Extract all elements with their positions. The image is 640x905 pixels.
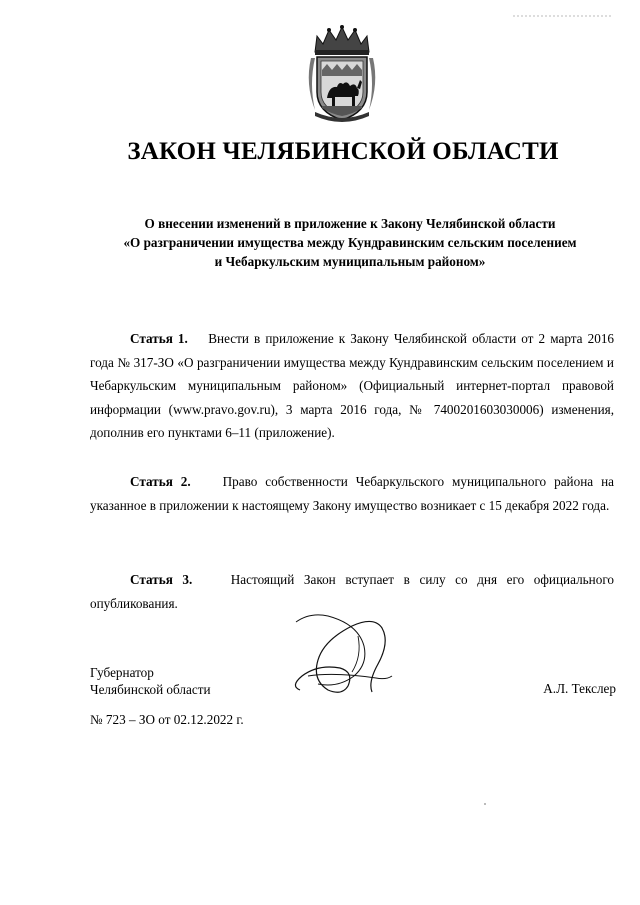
article-2-label: Статья 2. — [130, 474, 191, 489]
law-title: ЗАКОН ЧЕЛЯБИНСКОЙ ОБЛАСТИ — [127, 138, 559, 165]
governor-name: А.Л. Текслер — [543, 681, 616, 696]
article-3-label: Статья 3. — [130, 572, 193, 587]
scan-mark — [513, 4, 613, 6]
article-2 — [90, 470, 614, 517]
article-3-text: Настоящий Закон вступает в силу со дня его официального опубликования. — [90, 572, 614, 611]
governor-title — [90, 664, 211, 698]
signature-icon — [288, 606, 398, 698]
subtitle-line: О внесении изменений в приложение к Закону Челябинской области — [144, 216, 556, 231]
governor-title-line: Губернатор — [90, 665, 154, 680]
article-1-text: Внести в приложение к Закону Челябинской области от 2 марта 2016 года № 317-ЗО «О разграничении имущества между Кундравинским сельским поселением и Чебаркульским муниципальным районом» (Официальный интернет-портал правовой информации (www.pravo.gov.ru), 3 марта 2016 года, № 7400201603030006) изменения, дополнив его пунктами 6–11 (приложение). — [90, 331, 615, 440]
governor-title-line: Челябинской области — [90, 682, 211, 697]
law-number: № 723 – ЗО от 02.12.2022 г. — [90, 712, 244, 727]
article-1-label: Статья 1. — [130, 331, 188, 346]
scan-dot — [484, 792, 486, 794]
subtitle-line: и Чебаркульским муниципальным районом» — [214, 254, 486, 269]
article-1 — [90, 327, 614, 445]
law-subtitle — [90, 214, 610, 271]
coat-of-arms-icon — [305, 24, 379, 124]
article-2-text: Право собственности Чебаркульского муниципального района на указанное в приложении к настоящему Закону имущество возникает с 15 декабря 2022 года. — [90, 474, 615, 513]
subtitle-line: «О разграничении имущества между Кундравинским сельским поселением — [123, 235, 577, 250]
